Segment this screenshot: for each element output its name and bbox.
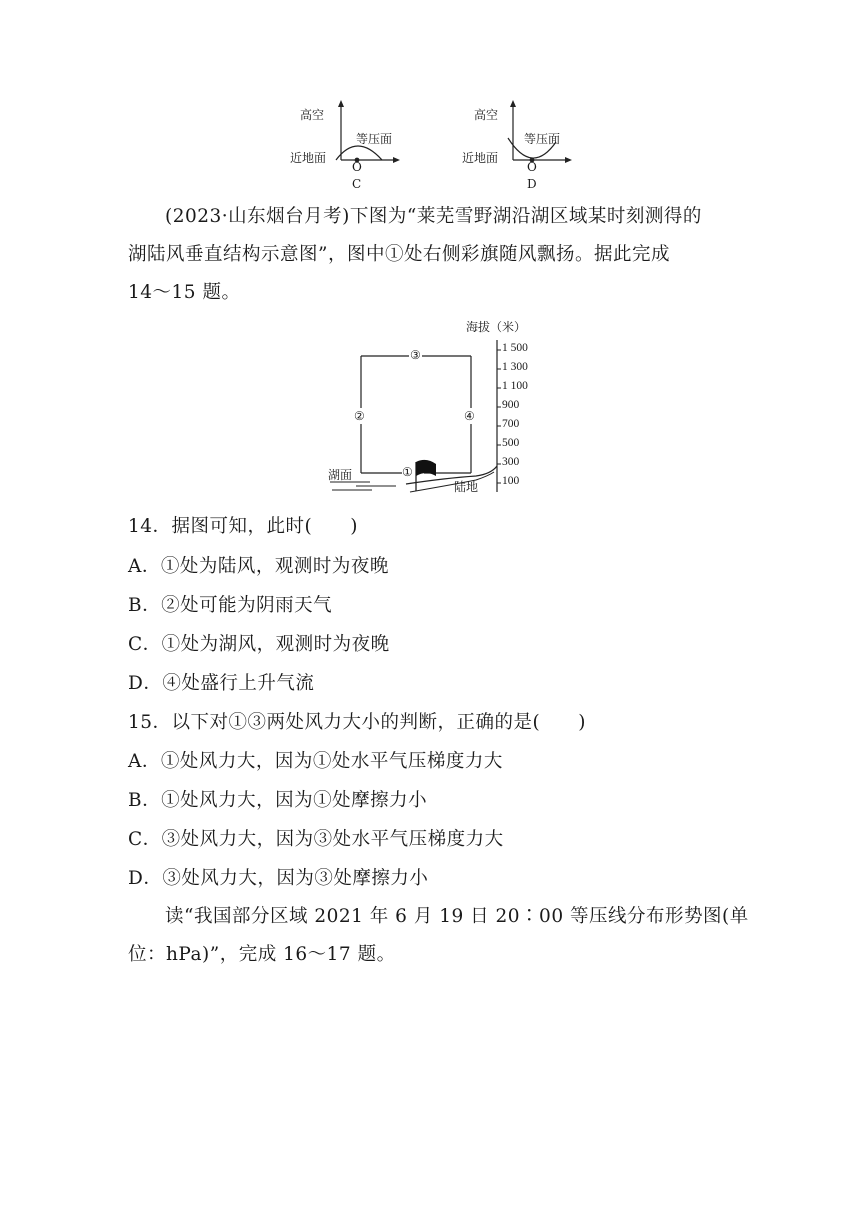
altitude-tick-1500: 1 500 <box>502 342 528 354</box>
altitude-tick-100: 100 <box>502 475 520 487</box>
altitude-title: 海拔（米） <box>466 320 527 334</box>
diagram-c <box>290 96 410 196</box>
altitude-tick-300: 300 <box>502 456 520 468</box>
q14-stem: 14．据图可知，此时( ) <box>128 516 358 537</box>
q14-option-a: A．①处为陆风，观测时为夜晚 <box>128 556 389 577</box>
marker-1: ① <box>402 465 413 479</box>
diagram-c-letter: C <box>352 177 362 191</box>
altitude-tick-900: 900 <box>502 399 520 411</box>
intro-paragraph <box>128 198 702 312</box>
lake-label: 湖面 <box>328 468 353 482</box>
diagram-d-high-label: 高空 <box>474 108 499 122</box>
outro-line-2: 位：hPa)”，完成 16～17 题。 <box>128 944 396 965</box>
outro-paragraph <box>128 898 749 974</box>
diagram-d-isobar-label: 等压面 <box>524 132 561 146</box>
intro-line-2: 湖陆风垂直结构示意图”，图中①处右侧彩旗随风飘扬。据此完成 <box>128 244 670 265</box>
altitude-tick-1300: 1 300 <box>502 361 528 373</box>
q14-option-c: C．①处为湖风，观测时为夜晚 <box>128 634 390 655</box>
diagram-d-origin-label: O <box>527 160 537 174</box>
altitude-tick-500: 500 <box>502 437 520 449</box>
diagram-c-isobar-label: 等压面 <box>356 132 393 146</box>
outro-line-1: 读“我国部分区域 2021 年 6 月 19 日 20∶00 等压线分布形势图(单 <box>165 906 749 927</box>
altitude-tick-1100: 1 100 <box>502 380 528 392</box>
diagram-c-near-label: 近地面 <box>290 151 327 165</box>
marker-3: ③ <box>410 348 421 362</box>
q15-option-d: D．③处风力大，因为③处摩擦力小 <box>128 868 429 889</box>
marker-4: ④ <box>464 409 475 423</box>
diagram-c-origin-label: O <box>352 160 362 174</box>
diagram-c-high-label: 高空 <box>300 108 325 122</box>
q14-option-d: D．④处盛行上升气流 <box>128 673 315 694</box>
lake-breeze-diagram <box>326 316 546 496</box>
land-label: 陆地 <box>454 480 479 494</box>
q15-option-c: C．③处风力大，因为③处水平气压梯度力大 <box>128 829 504 850</box>
q15-option-a: A．①处风力大，因为①处水平气压梯度力大 <box>128 751 503 772</box>
marker-2: ② <box>354 409 365 423</box>
q15-stem: 15．以下对①③两处风力大小的判断，正确的是( ) <box>128 712 586 733</box>
intro-line-3: 14～15 题。 <box>128 282 241 303</box>
diagram-d-near-label: 近地面 <box>462 151 499 165</box>
diagram-d <box>462 96 582 196</box>
intro-line-1: (2023·山东烟台月考)下图为“莱芜雪野湖沿湖区域某时刻测得的 <box>165 206 702 227</box>
q14-option-b: B．②处可能为阴雨天气 <box>128 595 333 616</box>
q15-option-b: B．①处风力大，因为①处摩擦力小 <box>128 790 428 811</box>
diagram-d-letter: D <box>527 177 537 191</box>
altitude-tick-700: 700 <box>502 418 520 430</box>
